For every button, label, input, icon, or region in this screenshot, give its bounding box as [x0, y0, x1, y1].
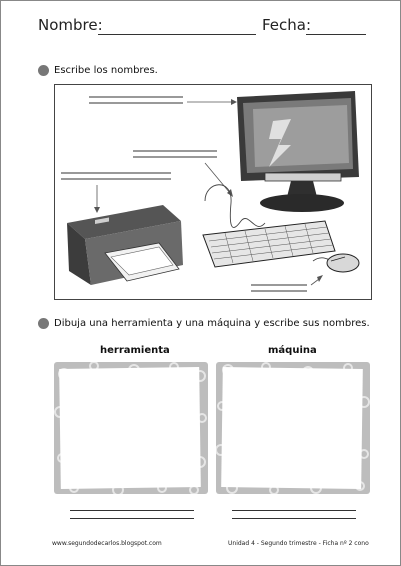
date-field-line[interactable] — [306, 34, 366, 35]
name-label: Nombre: — [38, 16, 103, 34]
tool-name-line-1[interactable] — [70, 510, 194, 511]
footer-website: www.segundodecarlos.blogspot.com — [52, 540, 162, 547]
section1-instruction: Escribe los nombres. — [54, 65, 158, 76]
section1-bullet — [38, 65, 49, 76]
keyboard-icon — [203, 221, 335, 267]
tool-name-line-2[interactable] — [70, 518, 194, 519]
tool-drawing-area[interactable] — [59, 367, 201, 489]
computer-figure — [54, 84, 372, 300]
mouse-icon — [327, 254, 359, 272]
date-label: Fecha: — [262, 16, 312, 34]
tool-column-title: herramienta — [100, 345, 170, 356]
monitor-icon — [237, 91, 359, 212]
machine-column-title: máquina — [268, 345, 317, 356]
machine-name-line-2[interactable] — [232, 518, 356, 519]
footer-unit-info: Unidad 4 - Segundo trimestre - Ficha nº 2 cono — [228, 540, 369, 547]
name-field-line[interactable] — [98, 34, 256, 35]
machine-drawing-frame — [216, 362, 370, 494]
computer-illustration — [55, 85, 371, 299]
machine-drawing-area[interactable] — [221, 367, 363, 489]
tool-drawing-frame — [54, 362, 208, 494]
machine-name-line-1[interactable] — [232, 510, 356, 511]
printer-icon — [67, 205, 183, 285]
section2-instruction: Dibuja una herramienta y una máquina y escribe sus nombres. — [54, 318, 370, 329]
section2-bullet — [38, 318, 49, 329]
cable — [205, 185, 265, 228]
